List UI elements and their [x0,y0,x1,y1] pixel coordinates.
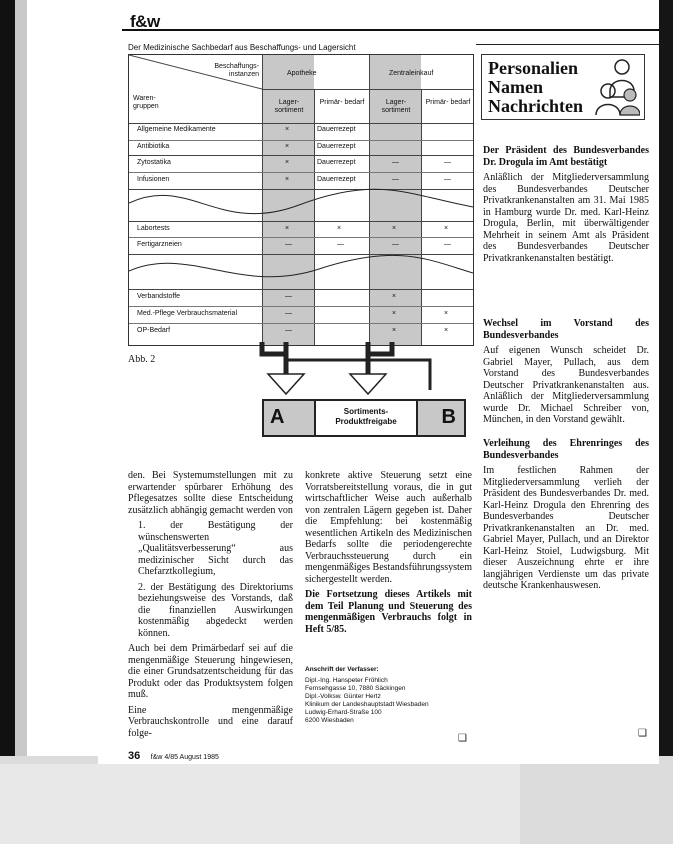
row-mark: — [444,159,451,166]
flow-arrows [250,342,470,402]
row-mark: — [285,310,292,317]
flow-label-b: B [441,406,456,428]
row-mark: — [444,176,451,183]
paragraph: Auch bei dem Primärbedarf sei auf die mengenmäßige Steuerung hingewiesen, die einer Grundsatzentscheidung für das Produkt oder das Produktsystem folgen muß. [128,643,293,700]
row-mark: — [285,327,292,334]
row-mark: — [444,241,451,248]
row-mark: × [392,293,397,300]
sidebar-title-line: Namen [488,77,543,97]
scan-edge-left [0,0,15,844]
sidebar-title-line: Personalien [488,58,578,78]
sidebar-title-line: Nachrichten [488,96,583,116]
col-header-4: Primär- bedarf [425,99,471,106]
row-mark: — [392,159,399,166]
flow-box [262,399,466,437]
scan-shadow-bottom [0,764,520,844]
row-mark: — [392,241,399,248]
header-rule [122,29,659,31]
row-label: Allgemeine Medikamente [137,126,216,133]
page-number: 36 [128,750,141,762]
row-mark: — [337,241,344,248]
article-col-1 [128,470,293,743]
paragraph: Eine mengenmäßige Verbrauchskontrolle und eine darauf folge- [128,704,293,739]
people-icon [592,57,640,117]
address-line: Klinikum der Landeshauptstadt Wiesbaden [305,701,429,708]
continuation-note: Die Fortsetzung dieses Artikels mit dem Teil Planung und Steuerung des mengenmäßigen Verbrauchs folgt in Heft 5/85. [305,589,472,635]
paragraph: den. Bei Systemumstellungen mit zu erwartender spürbarer Erhöhung des Pflegesatzes sollte diese Entscheidung zusätzlich abhängig gemacht werden von [128,470,293,516]
row-label: Verbandstoffe [137,293,181,300]
row-mark: × [285,176,290,183]
row-mark: — [285,241,292,248]
figure-label: Abb. 2 [128,354,156,365]
sachbedarf-table [128,54,474,346]
sidebar-news [483,318,649,430]
news-paragraph: Auf eigenen Wunsch scheidet Dr. Gabriel Mayer, Pullach, aus dem Vorstand des Bundesverbandes Deutscher Privatkrankenanstalten aus. Anläßlich der Mitgliederversammlung wurde Dr. Michael Schreiber von, München, in den Vorstand gewählt. [483,345,649,425]
flow-label-center: Sortiments- Produktfreigabe [314,401,418,435]
row-mark: — [285,293,292,300]
row-mark: × [444,327,449,334]
end-mark-icon: ❑ [638,728,647,739]
row-mark: Dauerrezept [317,159,356,166]
row-label: Infusionen [137,176,170,183]
address-title: Anschrift der Verfasser: [305,666,379,673]
news-paragraph: Anläßlich der Mitgliederversammlung des Bundesverbandes Deutscher Privatkrankenanstalten am 31. Mai 1985 in Hamburg wurde Dr. med. Karl-Heinz Drogula, Berlin, mit überwältigender Mehrheit in seinem Amt als Präsident des Bundesverbandes Deutscher Privatkrankenanstalten bestätigt. [483,172,649,264]
sidebar-title-box [481,54,645,120]
col-header-3: Lager- sortiment [381,99,411,114]
address-line: Fernsehgasse 10, 7880 Säckingen [305,685,406,692]
row-mark: Dauerrezept [317,176,356,183]
flow-label-a: A [270,406,285,428]
row-mark: × [337,225,342,232]
list-item: 1. der Bestätigung der wünschenswerten „Qualitätsverbesserung“ aus medizinischer Sicht durch das Chefarztkollegium, [138,520,293,577]
corner-bottom-label: Waren- gruppen [133,95,159,110]
scan-edge-right [659,0,673,760]
row-mark: × [285,225,290,232]
row-mark: × [392,225,397,232]
row-label: Labortests [137,225,170,232]
row-mark: × [285,159,290,166]
address-line: Ludwig-Erhard-Straße 100 [305,709,382,716]
author-address [305,666,450,725]
group-zentraleinkauf: Zentraleinkauf [389,70,434,77]
row-label: Zytostatika [137,159,171,166]
end-mark-icon: ❑ [458,733,467,744]
corner-top-label: Beschaffungs- instanzen [214,63,259,78]
address-line: 6200 Wiesbaden [305,717,354,724]
table-caption: Der Medizinische Sachbedarf aus Beschaffungs- und Lagersicht [128,43,356,52]
row-mark: × [285,143,290,150]
row-mark: Dauerrezept [317,126,356,133]
sidebar-news [483,438,649,596]
row-label: Fertigarzneien [137,241,182,248]
row-mark: × [444,310,449,317]
address-line: Dipl.-Ing. Hanspeter Fröhlich [305,677,388,684]
sidebar-news [483,145,649,268]
news-headline: Verleihung des Ehrenringes des Bundesverbandes [483,438,649,461]
row-mark: × [285,126,290,133]
journal-logo: f&w [130,12,160,31]
issue-info: f&w 4/85 August 1985 [150,754,219,761]
address-line: Dipl.-Volksw. Günter Hertz [305,693,381,700]
row-mark: Dauerrezept [317,143,356,150]
row-mark: × [392,310,397,317]
scan-shadow-left [15,0,27,844]
col-header-2: Primär- bedarf [319,99,365,106]
group-apotheke: Apotheke [287,70,317,77]
row-mark: × [444,225,449,232]
row-label: Med.-Pflege Verbrauchsmaterial [137,310,237,317]
col-header-1: Lager- sortiment [274,99,304,114]
row-label: Antibiotika [137,143,170,150]
list-item: 2. der Bestätigung des Direktoriums beziehungsweise des Vorstands, daß die finanziellen Auswirkungen kostenmäßig abgedeckt werden können. [138,581,293,639]
row-mark: — [392,176,399,183]
news-headline: Wechsel im Vorstand des Bundesverbandes [483,318,649,341]
news-paragraph: Im festlichen Rahmen der Mitgliederversammlung verlieh der Präsident des Bundesverbandes Dr. med. Karl-Heinz Drogula den Ehrenring des Bundesverbandes Deutscher Privatkrankenanstalten an Dr. med. Gabriel Mayer, Pullach, und an Direktor Karl-Heinz Stoiel, Ludwigsburg. Mit dieser Auszeichnung ehrte er ihre langjährigen Verdienste um das private deutsche Krankenhauswesen. [483,465,649,591]
news-headline: Der Präsident des Bundesverbandes Dr. Drogula im Amt bestätigt [483,145,649,168]
article-col-2 [305,470,472,639]
row-label: OP-Bedarf [137,327,171,334]
paragraph: konkrete aktive Steuerung setzt eine Vorratsbereitstellung voraus, die in gut wirtschaftlicher Weise auch außerhalb von zentralen Lägern gegeben ist. Daher die Empfehlung: bei kostenmäßig wesentlichen Artikeln des Medizinischen Bedarfs sollte die periodengerechte Verbrauchssteuerung durch ein mengenmäßiges Bestandsführungssystem sichergestellt werden. [305,470,472,585]
row-mark: × [392,327,397,334]
page-footer [128,750,219,762]
